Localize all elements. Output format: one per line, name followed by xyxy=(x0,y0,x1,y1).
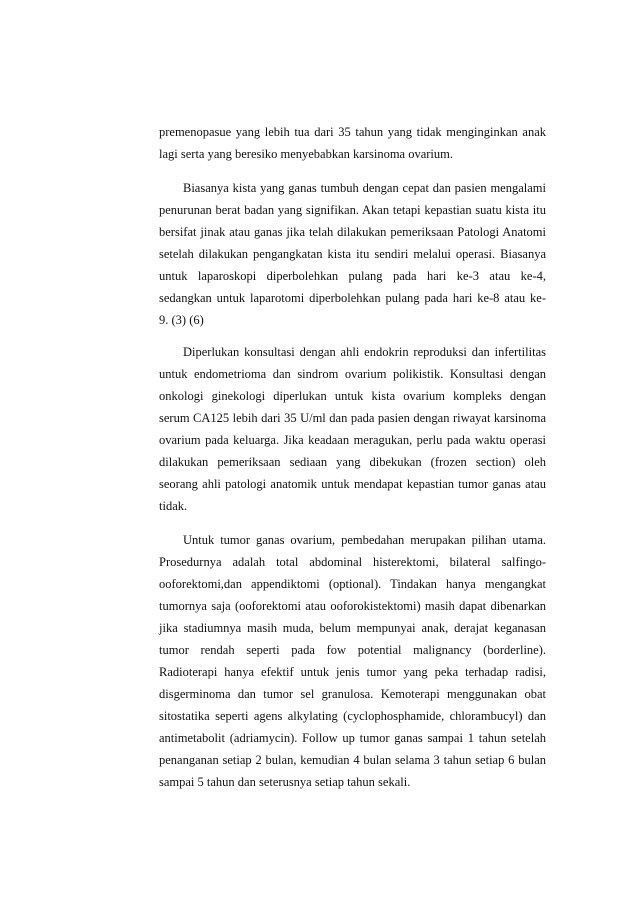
paragraph-4-line-9: sitostatika seperti agens alkylating (cyclophosphamide, chlorambucyl) dan xyxy=(159,709,546,723)
paragraph-3-line-8: tidak. xyxy=(159,499,188,513)
paragraph-2-line-1: Biasanya kista yang ganas tumbuh dengan cepat dan pasien mengalami xyxy=(183,181,546,195)
paragraph-4-line-5: jika stadiumnya masih muda, belum mempunyai anak, derajat keganasan xyxy=(159,621,546,635)
paragraph-3-line-6: dilakukan pemeriksaan sediaan yang dibekukan (frozen section) oleh xyxy=(159,455,546,469)
paragraph-4-line-11: penanganan setiap 2 bulan, kemudian 4 bulan selama 3 tahun setiap 6 bulan xyxy=(159,753,546,767)
paragraph-3-line-3: onkologi ginekologi diperlukan untuk kista ovarium kompleks dengan xyxy=(159,389,546,403)
paragraph-4-line-1: Untuk tumor ganas ovarium, pembedahan merupakan pilihan utama. xyxy=(183,533,546,547)
paragraph-4-line-3: ooforektomi,dan appendiktomi (optional). Tindakan hanya mengangkat xyxy=(159,577,546,591)
paragraph-2-line-3: bersifat jinak atau ganas jika telah dilakukan pemeriksaan Patologi Anatomi xyxy=(159,225,546,239)
paragraph-4-line-10: antimetabolit (adriamycin). Follow up tumor ganas sampai 1 tahun setelah xyxy=(159,731,546,745)
paragraph-1-line-1: premenopasue yang lebih tua dari 35 tahun yang tidak menginginkan anak xyxy=(159,125,546,139)
paragraph-2-line-2: penurunan berat badan yang signifikan. Akan tetapi kepastian suatu kista itu xyxy=(159,203,546,217)
paragraph-4-line-8: disgerminoma dan tumor sel granulosa. Kemoterapi menggunakan obat xyxy=(159,687,546,701)
paragraph-3-line-5: ovarium pada keluarga. Jika keadaan meragukan, perlu pada waktu operasi xyxy=(159,433,546,447)
paragraph-3-line-7: seorang ahli patologi anatomik untuk mendapat kepastian tumor ganas atau xyxy=(159,477,546,491)
paragraph-3-line-4: serum CA125 lebih dari 35 U/ml dan pada pasien dengan riwayat karsinoma xyxy=(159,411,546,425)
paragraph-4-line-12: sampai 5 tahun dan seterusnya setiap tahun sekali. xyxy=(159,775,411,789)
paragraph-4-line-6: tumor rendah seperti pada fow potential malignancy (borderline). xyxy=(159,643,546,657)
paragraph-3-line-2: untuk endometrioma dan sindrom ovarium polikistik. Konsultasi dengan xyxy=(159,367,546,381)
paragraph-2-line-7: 9. (3) (6) xyxy=(159,313,204,327)
paragraph-2-line-5: untuk laparoskopi diperbolehkan pulang pada hari ke-3 atau ke-4, xyxy=(159,269,546,283)
paragraph-4-line-2: Prosedurnya adalah total abdominal histerektomi, bilateral salfingo- xyxy=(159,555,546,569)
paragraph-2-line-4: setelah dilakukan pengangkatan kista itu sendiri melalui operasi. Biasanya xyxy=(159,247,546,261)
paragraph-4-line-7: Radioterapi hanya efektif untuk jenis tumor yang peka terhadap radisi, xyxy=(159,665,546,679)
paragraph-1-line-2: lagi serta yang beresiko menyebabkan karsinoma ovarium. xyxy=(159,147,454,161)
paragraph-3-line-1: Diperlukan konsultasi dengan ahli endokrin reproduksi dan infertilitas xyxy=(183,345,546,359)
paragraph-4-line-4: tumornya saja (ooforektomi atau ooforokistektomi) masih dapat dibenarkan xyxy=(159,599,546,613)
paragraph-2-line-6: sedangkan untuk laparotomi diperbolehkan pulang pada hari ke-8 atau ke- xyxy=(159,291,546,305)
